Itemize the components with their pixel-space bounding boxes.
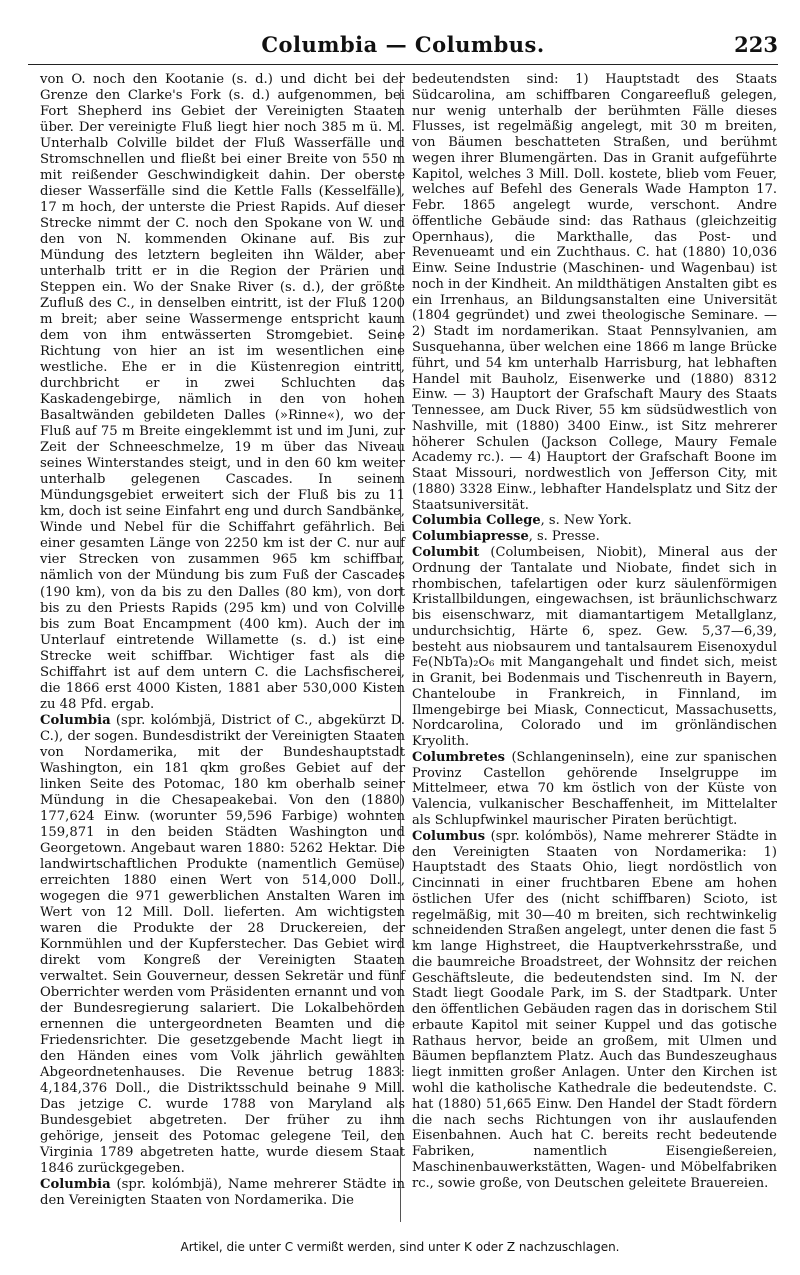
entry-headword: Columbiapresse [412,529,529,545]
page-title: Columbia — Columbus. [261,32,545,57]
left-column [40,72,405,1209]
entry-columbia-cities-continued: bedeutendsten sind: 1) Hauptstadt des Staats Südcarolina, am schiffbaren Congareefluß gelegen, nur wenig unterhalb der berühmten Fälle dieses Flusses, ist regelmäßig angelegt, mit 30 m breiten, von Bäumen beschatteten Straßen, und berühmt wegen ihrer Blumengärten. Das in Granit aufgeführte Kapitol, welches 3 Mill. Doll. kostete, blieb vom Feuer, welches auf Befehl des Generals Wade Hampton 17. Febr. 1865 angelegt wurde, verschont. Andre öffentliche Gebäude sind: das Rathaus (gleichzeitig Opernhaus), die Markthalle, das Post- und Revenueamt und ein Zuchthaus. C. hat (1880) 10,036 Einw. Seine Industrie (Maschinen- und Wagenbau) ist noch in der Kindheit. An mildthätigen Anstalten gibt es ein Irrenhaus, an Bildungsanstalten eine Universität (1804 gegründet) und zwei theologische Seminare. — 2) Stadt im nordamerikan. Staat Pennsylvanien, am Susquehanna, über welchen eine 1866 m lange Brücke führt, und 54 km unterhalb Harrisburg, hat lebhaften Handel mit Bauholz, Eisenwerke und (1880) 8312 Einw. — 3) Hauptort der Grafschaft Maury des Staats Tennessee, am Duck River, 55 km südsüdwestlich von Nashville, mit (1880) 3400 Einw., ist Sitz mehrerer höherer Schulen (Jackson College, Maury Female Academy rc.). — 4) Hauptort der Grafschaft Boone im Staat Missouri, nordwestlich von Jefferson City, mit (1880) 3328 Einw., lebhafter Handelsplatz und Sitz der Staatsuniversität. [412,72,777,513]
page-number: 223 [734,32,778,57]
entry-headword: Columbia [40,1177,111,1193]
entry-columbus: Columbus (spr. kolómbös), Name mehrerer Städte in den Vereinigten Staaten von Nordamerika: 1) Hauptstadt des Staats Ohio, liegt nordöstlich von Cincinnati in einer fruchtbaren Ebene am hohen östlichen Ufer des (nicht schiffbaren) Scioto, ist regelmäßig, mit 30—40 m breiten, sich rechtwinkelig schneidenden Straßen angelegt, unter denen die fast 5 km lange Highstreet, die Hauptverkehrsstraße, und die baumreiche Broadstreet, der Wohnsitz der reichen Geschäftsleute, die bedeutendsten sind. Im N. der Stadt liegt Goodale Park, im S. der Stadtpark. Unter den öffentlichen Gebäuden ragen das in dorischem Stil erbaute Kapitol mit seiner Kuppel und das gotische Rathaus hervor, beide an großem, mit Ulmen und Bäumen bepflanztem Platz. Auch das Bundeszeughaus liegt inmitten großer Anlagen. Unter den Kirchen ist wohl die katholische Kathedrale die bedeutendste. C. hat (1880) 51,665 Einw. Den Handel der Stadt fördern die nach sechs Richtungen von ihr auslaufenden Eisenbahnen. Auch hat C. bereits recht bedeutende Fabriken, namentlich Eisengießereien, Maschinenbauwerkstätten, Wagen- und Möbelfabriken rc., sowie große, von Deutschen geleitete Brauereien. [412,828,777,1191]
entry-headword: Columbit [412,544,480,560]
entry-columbiapresse: Columbiapresse, s. Presse. [412,529,600,545]
entry-headword: Columbia College [412,513,541,529]
page-header [28,30,778,65]
entry-columbia-college: Columbia College, s. New York. [412,513,632,529]
entry-columbia-river-continued: von O. noch den Kootanie (s. d.) und dicht bei der Grenze den Clarke's Fork (s. d.) aufgenommen, bei Fort Shepherd ins Gebiet der Vereinigten Staaten über. Der vereinigte Fluß liegt hier noch 385 m ü. M. Unterhalb Colville bildet der Fluß Wasserfälle und Stromschnellen und fließt bei einer Breite von 550 m mit reißender Geschwindigkeit dahin. Der oberste dieser Wasserfälle sind die Kettle Falls (Kesselfälle), 17 m hoch, der unterste die Priest Rapids. Auf dieser Strecke nimmt der C. noch den Spokane von W. und den von N. kommenden Okinane auf. Bis zur Mündung des letztern begleiten ihn Wälder, aber unterhalb tritt er in die Region der Prärien und Steppen ein. Wo der Snake River (s. d.), der größte Zufluß des C., in denselben eintritt, ist der Fluß 1200 m breit; aber seine Wassermenge entspricht kaum dem von ihm entwässerten Stromgebiet. Seine Richtung von hier an ist im wesentlichen eine westliche. Ehe er in die Küstenregion eintritt, durchbricht er in zwei Schluchten das Kaskadengebirge, nämlich in den von hohen Basaltwänden gebildeten Dalles (»Rinne«), wo der Fluß auf 75 m Breite eingeklemmt ist und im Juni, zur Zeit der Schneeschmelze, 19 m über das Niveau seines Winterstandes steigt, und in den 60 km weiter unterhalb gelegenen Cascades. In seinem Mündungsgebiet erweitert sich der Fluß bis zu 11 km, doch ist seine Einfahrt eng und durch Sandbänke, Winde und Nebel für die Schiffahrt gefährlich. Bei einer gesamten Länge von 2250 km ist der C. nur auf vier Strecken von zusammen 965 km schiffbar, nämlich von der Mündung bis zum Fuß der Cascades (190 km), von da bis zu den Dalles (80 km), von dort bis zu den Priests Rapids (295 km) und von Colville bis zum Boat Encampment (400 km). Auch der im Unterlauf eintretende Willamette (s. d.) ist eine Strecke weit schiffbar. Wichtiger fast als die Schiffahrt ist auf dem untern C. die Lachsfischerei, die 1866 erst 4000 Kisten, 1881 aber 530,000 Kisten zu 48 Pfd. ergab. [40,72,405,712]
entry-columbia-district: Columbia (spr. kolómbjä, District of C., abgekürzt D. C.), der sogen. Bundesdistrikt der Vereinigten Staaten von Nordamerika, mit der Bundeshauptstadt Washington, ein 181 qkm großes Gebiet auf der linken Seite des Potomac, 180 km oberhalb seiner Mündung in die Chesapeakebai. Von den (1880) 177,624 Einw. (worunter 59,596 Farbige) wohnten 159,871 in den beiden Städten Washington und Georgetown. Angebaut waren 1880: 5262 Hektar. Die landwirtschaftlichen Produkte (namentlich Gemüse) erreichten 1880 einen Wert von 514,000 Doll., wogegen die 971 gewerblichen Anstalten Waren im Wert von 12 Mill. Doll. lieferten. Am wichtigsten waren die Produkte der 28 Druckereien, der Kornmühlen und der Kupferstecher. Das Gebiet wird direkt vom Kongreß der Vereinigten Staaten verwaltet. Sein Gouverneur, dessen Sekretär und fünf Oberrichter werden vom Präsidenten ernannt und von der Bundesregierung salariert. Die Lokalbehörden ernennen die untergeordneten Beamten und die Friedensrichter. Die gesetzgebende Macht liegt in den Händen eines vom Volk jährlich gewählten Abgeordnetenhauses. Die Revenue betrug 1883: 4,184,376 Doll., die Distriktsschuld beinahe 9 Mill. Das jetzige C. wurde 1788 von Maryland als Bundesgebiet abgetreten. Der früher zu ihm gehörige, jenseit des Potomac gelegene Teil, den Virginia 1789 abgetreten hatte, wurde diesem Staat 1846 zurückgegeben. [40,712,405,1177]
entry-columbia-cities: Columbia (spr. kolómbjä), Name mehrerer Städte in den Vereinigten Staaten von Nordamerika. Die [40,1177,405,1209]
entry-columbretes: Columbretes (Schlangeninseln), eine zur spanischen Provinz Castellon gehörende Inselgruppe im Mittelmeer, etwa 70 km östlich von der Küste von Valencia, vulkanischer Beschaffenheit, im Mittelalter als Schlupfwinkel maurischer Piraten berüchtigt. [412,749,777,828]
entry-columbit: Columbit (Columbeisen, Niobit), Mineral aus der Ordnung der Tantalate und Niobate, findet sich in rhombischen, tafelartigen oder kurz säulenförmigen Kristallbildungen, eingewachsen, ist bräunlichschwarz bis eisenschwarz, mit diamantartigem Metallglanz, undurchsichtig, Härte 6, spez. Gew. 5,37—6,39, besteht aus niobsaurem und tantalsaurem Eisenoxydul Fe(NbTa)₂O₆ mit Mangangehalt und findet sich, meist in Granit, bei Bodenmais und Tischenreuth in Bayern, Chanteloube in Frankreich, in Finnland, im Ilmengebirge bei Miask, Connecticut, Massachusetts, Nordcarolina, Colorado und im grönländischen Kryolith. [412,544,777,750]
page-footer-note: Artikel, die unter C vermißt werden, sind unter K oder Z nachzuschlagen. [180,1240,620,1254]
right-column [412,72,777,1191]
entry-headword: Columbretes [412,749,505,765]
entry-headword: Columbus [412,828,486,844]
entry-headword: Columbia [40,712,111,728]
